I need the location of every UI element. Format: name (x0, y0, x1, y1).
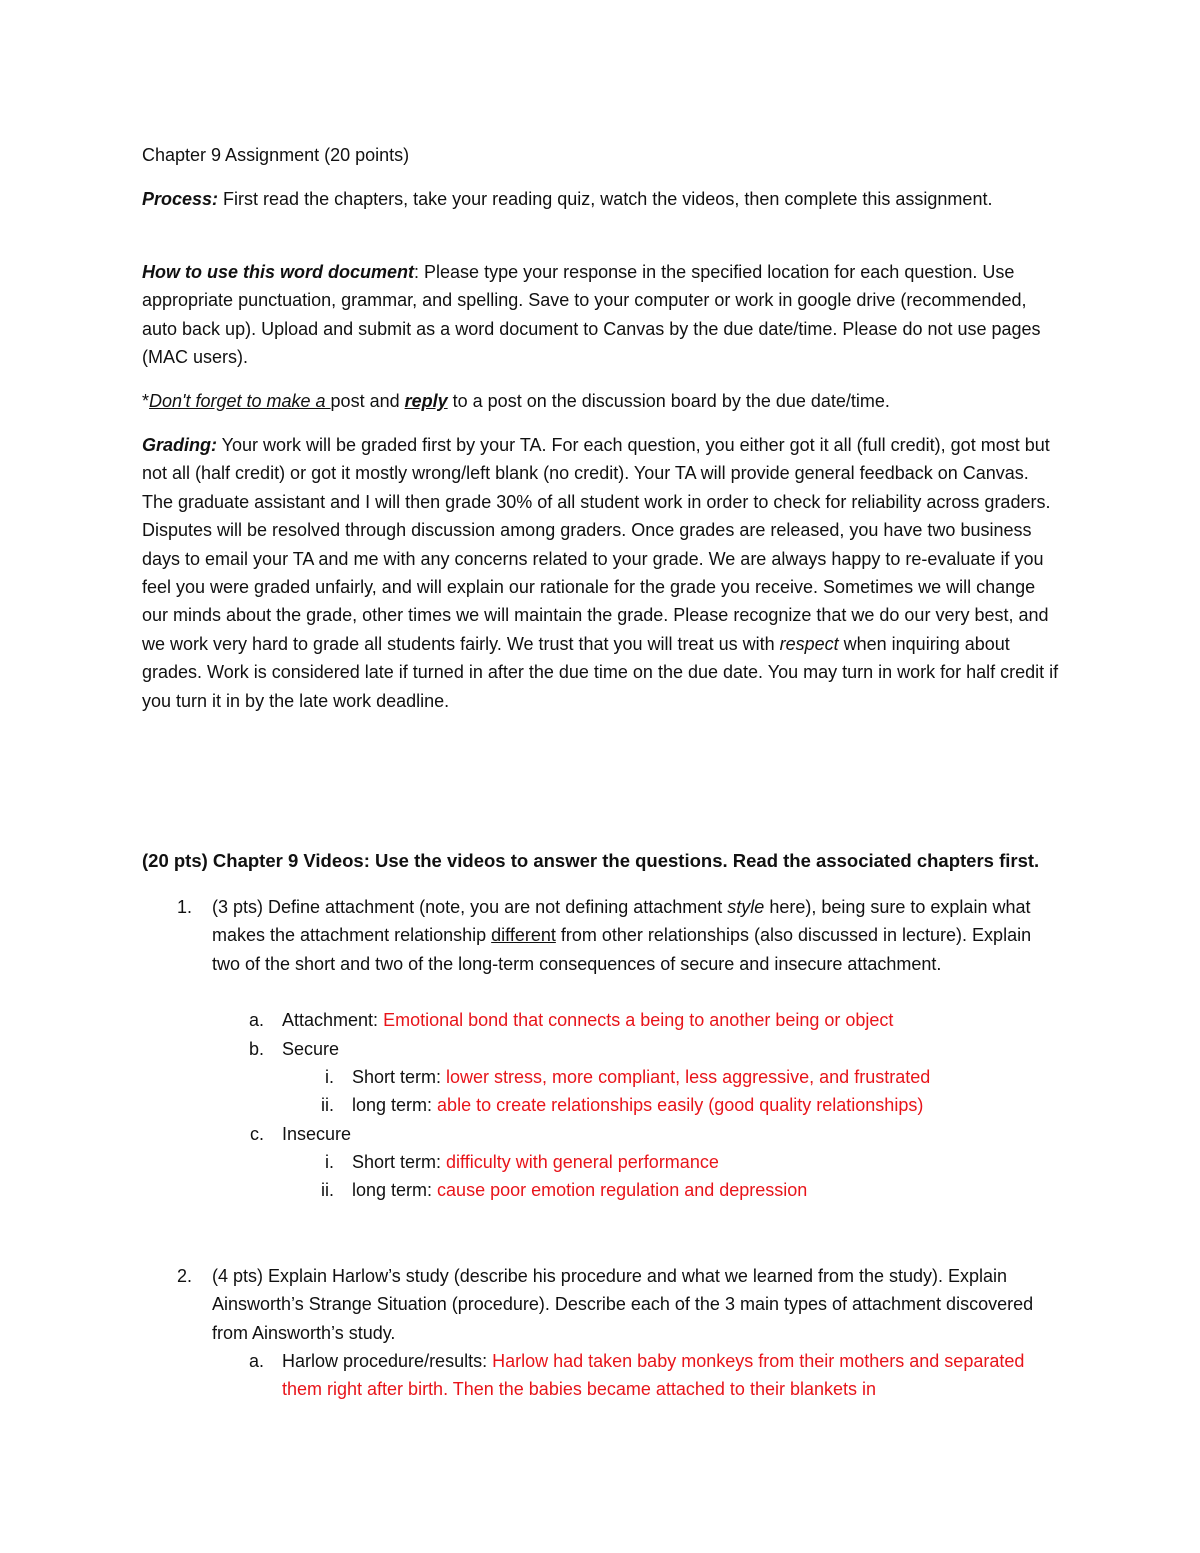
q1-b-i-marker: i. (325, 1067, 334, 1087)
q1-c-ii-line: long term: cause poor emotion regulation and depression (352, 1180, 808, 1200)
q1-b-i-line: Short term: lower stress, more compliant, less aggressive, and frustrated (352, 1067, 931, 1087)
q2-text: (4 pts) Explain Harlow’s study (describe his procedure and what we learned from the study). Explain Ainsworth’s Strange Situation (procedure). Describe each of the 3 main types of attachment discovered from Ainsworth’s study. (212, 1266, 1034, 1343)
q1-c-i-marker: i. (325, 1152, 334, 1172)
answer-text[interactable]: Emotional bond that connects a being to another being or object (383, 1010, 894, 1030)
q1-c-line: Insecure (282, 1124, 352, 1144)
process-paragraph (142, 185, 1062, 213)
q1-c-ii-marker: ii. (321, 1180, 334, 1200)
reminder-mid: post and (330, 391, 405, 411)
q1-c-i-line: Short term: difficulty with general performance (352, 1152, 719, 1172)
section-heading: (20 pts) Chapter 9 Videos: Use the videos to answer the questions. Read the associated chapters first. (142, 850, 1040, 871)
q2-a-line: Harlow procedure/results: Harlow had taken baby monkeys from their mothers and separated them right after birth. Then the babies became attached to their blankets in (282, 1351, 1025, 1400)
grading-text-b: when inquiring about grades. Work is considered late if turned in after the due time on the due date. You may turn in work for half credit if you turn it in by the late work deadline. (142, 633, 1059, 711)
answer-text[interactable]: able to create relationships easily (good quality relationships) (437, 1095, 924, 1115)
q1-text: (3 pts) Define attachment (note, you are not defining attachment style here), being sure to explain what makes the attachment relationship different from other relationships (also discussed in lecture). Explain two of the short and two of the long-term consequences of secure and insecure attachment. (212, 897, 1032, 974)
q1-a-line: Attachment: Emotional bond that connects a being to another being or object (282, 1010, 894, 1030)
grading-text-a: Your work will be graded first by your TA. For each question, you either got it all (full credit), got most but not all (half credit) or got it mostly wrong/left blank (no credit). Your TA will provide general feedback on Canvas. The graduate assistant and I will then grade 30% of all student work in order to check for reliability across graders. Disputes will be resolved through discussion among graders. Once grades are released, you have two business days to email your TA and me with any concerns related to your grade. We are always happy to re-evaluate if you feel you were graded unfairly, and will explain our rationale for the grade you receive. Sometimes we will change our minds about the grade, other times we will maintain the grade. Please recognize that we do our very best, and we work very hard to grade all students fairly. We trust that you will treat us with (142, 435, 1051, 654)
answer-text[interactable]: difficulty with general performance (446, 1152, 719, 1172)
answer-text[interactable]: Harlow had taken baby monkeys from their mothers and separated them right after birth. Then the babies became attached to their blankets in (282, 1351, 1025, 1400)
process-text: First read the chapters, take your reading quiz, watch the videos, then complete this assignment. (218, 189, 993, 209)
howto-colon: : (414, 262, 420, 282)
grading-respect: respect (779, 633, 839, 654)
reminder-end: to a post on the discussion board by the due date/time. (447, 391, 890, 411)
q1-b-ii-line: long term: able to create relationships easily (good quality relationships) (352, 1095, 924, 1115)
q1-b-marker: b. (248, 1039, 264, 1059)
q2-number: 2. (176, 1266, 192, 1286)
q1-number: 1. (176, 897, 192, 917)
grading-label: Grading: (142, 435, 217, 455)
howto-paragraph (142, 258, 1062, 372)
howto-text: Please type your response in the specified location for each question. Use appropriate punctuation, grammar, and spelling. Save to your computer or work in google drive (recommended, auto back up). Upload and submit as a word document to Canvas by the due date/time. Please do not use pages (MAC users). (142, 262, 1041, 368)
howto-label: How to use this word document (142, 262, 415, 282)
q1-b-line: Secure (282, 1039, 340, 1059)
reminder-star: * (142, 391, 150, 411)
q2-a-marker: a. (248, 1351, 264, 1371)
q1-a-marker: a. (248, 1010, 264, 1030)
reminder-paragraph (142, 387, 1062, 415)
page-title: Chapter 9 Assignment (20 points) (142, 145, 410, 165)
q1-b-ii-marker: ii. (321, 1095, 334, 1115)
process-label: Process: (142, 189, 219, 209)
answer-text[interactable]: lower stress, more compliant, less aggressive, and frustrated (446, 1067, 931, 1087)
reminder-reply: reply (404, 391, 448, 411)
grading-paragraph (142, 431, 1062, 715)
answer-text[interactable]: cause poor emotion regulation and depression (437, 1180, 808, 1200)
q1-c-marker: c. (249, 1124, 264, 1144)
reminder-emphasis: Don't forget to make a (149, 391, 331, 411)
